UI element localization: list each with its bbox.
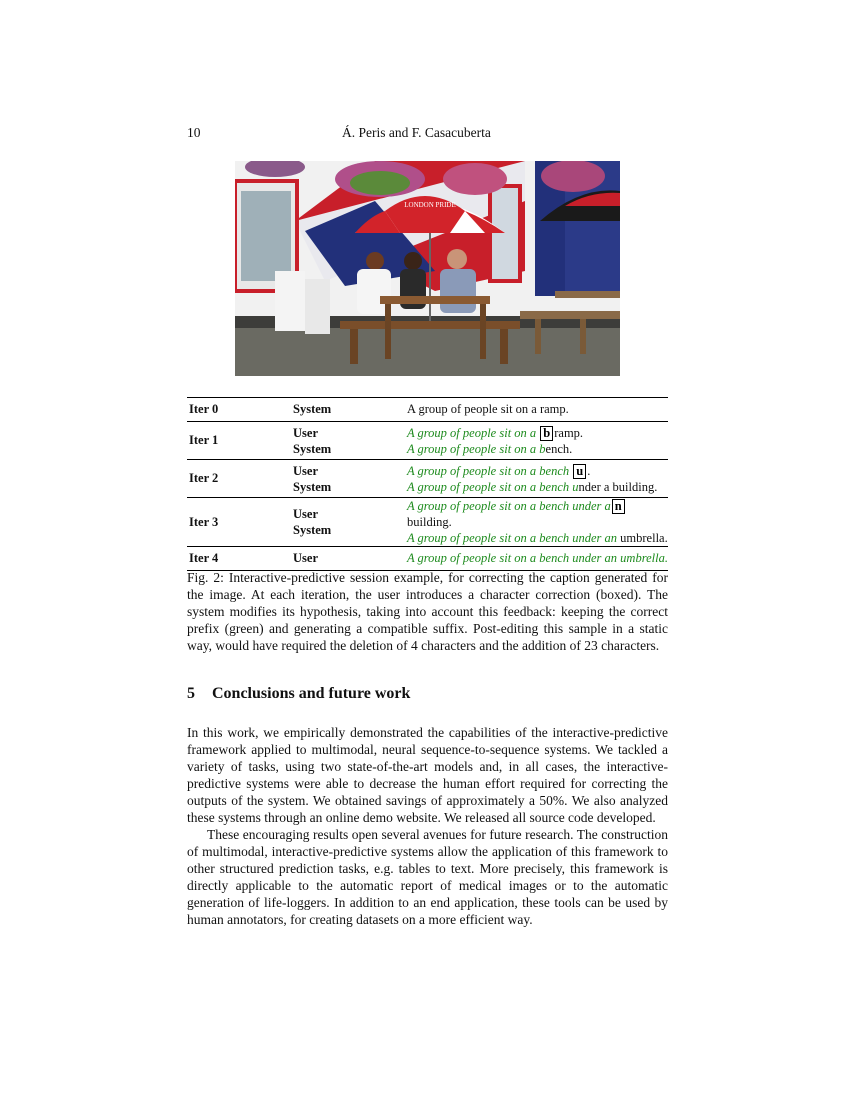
session-table <box>187 397 668 571</box>
system-hypothesis: A group of people sit on a bench. <box>407 441 573 456</box>
running-head: Á. Peris and F. Casacuberta <box>342 125 491 140</box>
iter-label: Iter 4 <box>189 551 219 565</box>
table-row <box>187 398 668 422</box>
hypothesis-text: A group of people sit on a ramp. <box>407 402 569 416</box>
system-hypothesis: A group of people sit on a bench under a building. <box>407 479 658 494</box>
section-body <box>187 724 668 928</box>
hypothesis-text: A group of people sit on a bench under an umbrella. <box>407 551 668 565</box>
correction-box: b <box>540 426 553 441</box>
figure-caption: Fig. 2: Interactive-predictive session example, for correcting the caption generated for the image. At each iteration, the user introduces a character correction (boxed). The system modifies its hypothesis, taking into account this feedback: keeping the correct prefix (green) and generating a compatible suffix. Post-editing this sample in a static way, would have required the deletion of 4 characters and the addition of 23 characters. <box>187 570 668 653</box>
section-title: Conclusions and future work <box>212 685 411 702</box>
role-label: User <box>293 425 318 440</box>
iter-label: Iter 3 <box>189 514 219 529</box>
page-number: 10 <box>187 125 201 140</box>
section-number: 5 <box>187 685 195 702</box>
role-label: System <box>293 441 332 456</box>
iter-label: Iter 1 <box>189 433 219 447</box>
system-hypothesis: A group of people sit on a bench under an umbrella. <box>407 531 668 545</box>
table-row <box>187 498 668 547</box>
table-row <box>187 422 668 460</box>
photo-illustration <box>235 161 620 376</box>
role-label: System <box>293 523 332 537</box>
table-row <box>187 547 668 571</box>
correction-box: u <box>573 464 586 479</box>
user-feedback: A group of people sit on a b ramp. <box>407 425 584 440</box>
role-label: System <box>293 479 332 494</box>
role-label: User <box>293 507 318 521</box>
figure-photo <box>235 161 620 376</box>
role-label: User <box>293 463 318 478</box>
user-feedback: A group of people sit on a bench u . <box>407 463 591 478</box>
correction-box: n <box>612 499 625 514</box>
role-label: System <box>293 402 332 416</box>
iter-label: Iter 2 <box>189 471 219 485</box>
paragraph: In this work, we empirically demonstrated the capabilities of the interactive-predictive framework applied to multimodal, neural sequence-to-sequence systems. We tackled a variety of tasks, using two state-of-the-art models and, in all cases, the interactive-predictive systems were able to decrease the human effort required for correcting the outputs of the system. We obtained savings of approximately a 50%. We also analyzed these systems through an online demo website. We released all source code developed. <box>187 725 668 825</box>
section-heading <box>187 685 410 703</box>
table-row <box>187 460 668 498</box>
role-label: User <box>293 551 318 565</box>
paragraph: These encouraging results open several avenues for future research. The construction of multimodal, interactive-predictive systems allow the application of this framework to other structured prediction tasks, e.g. tables to text. More precisely, this framework is directly applicable to the automatic report of medical images or to the automatic generation of life-loggers. In addition to an end application, these tools can be used by human annotators, for creating datasets on a more efficient way. <box>187 827 668 927</box>
iter-label: Iter 0 <box>189 402 219 416</box>
user-feedback: A group of people sit on a bench under a nbuilding. <box>407 498 668 530</box>
umbrella-text: LONDON PRIDE <box>404 201 456 209</box>
